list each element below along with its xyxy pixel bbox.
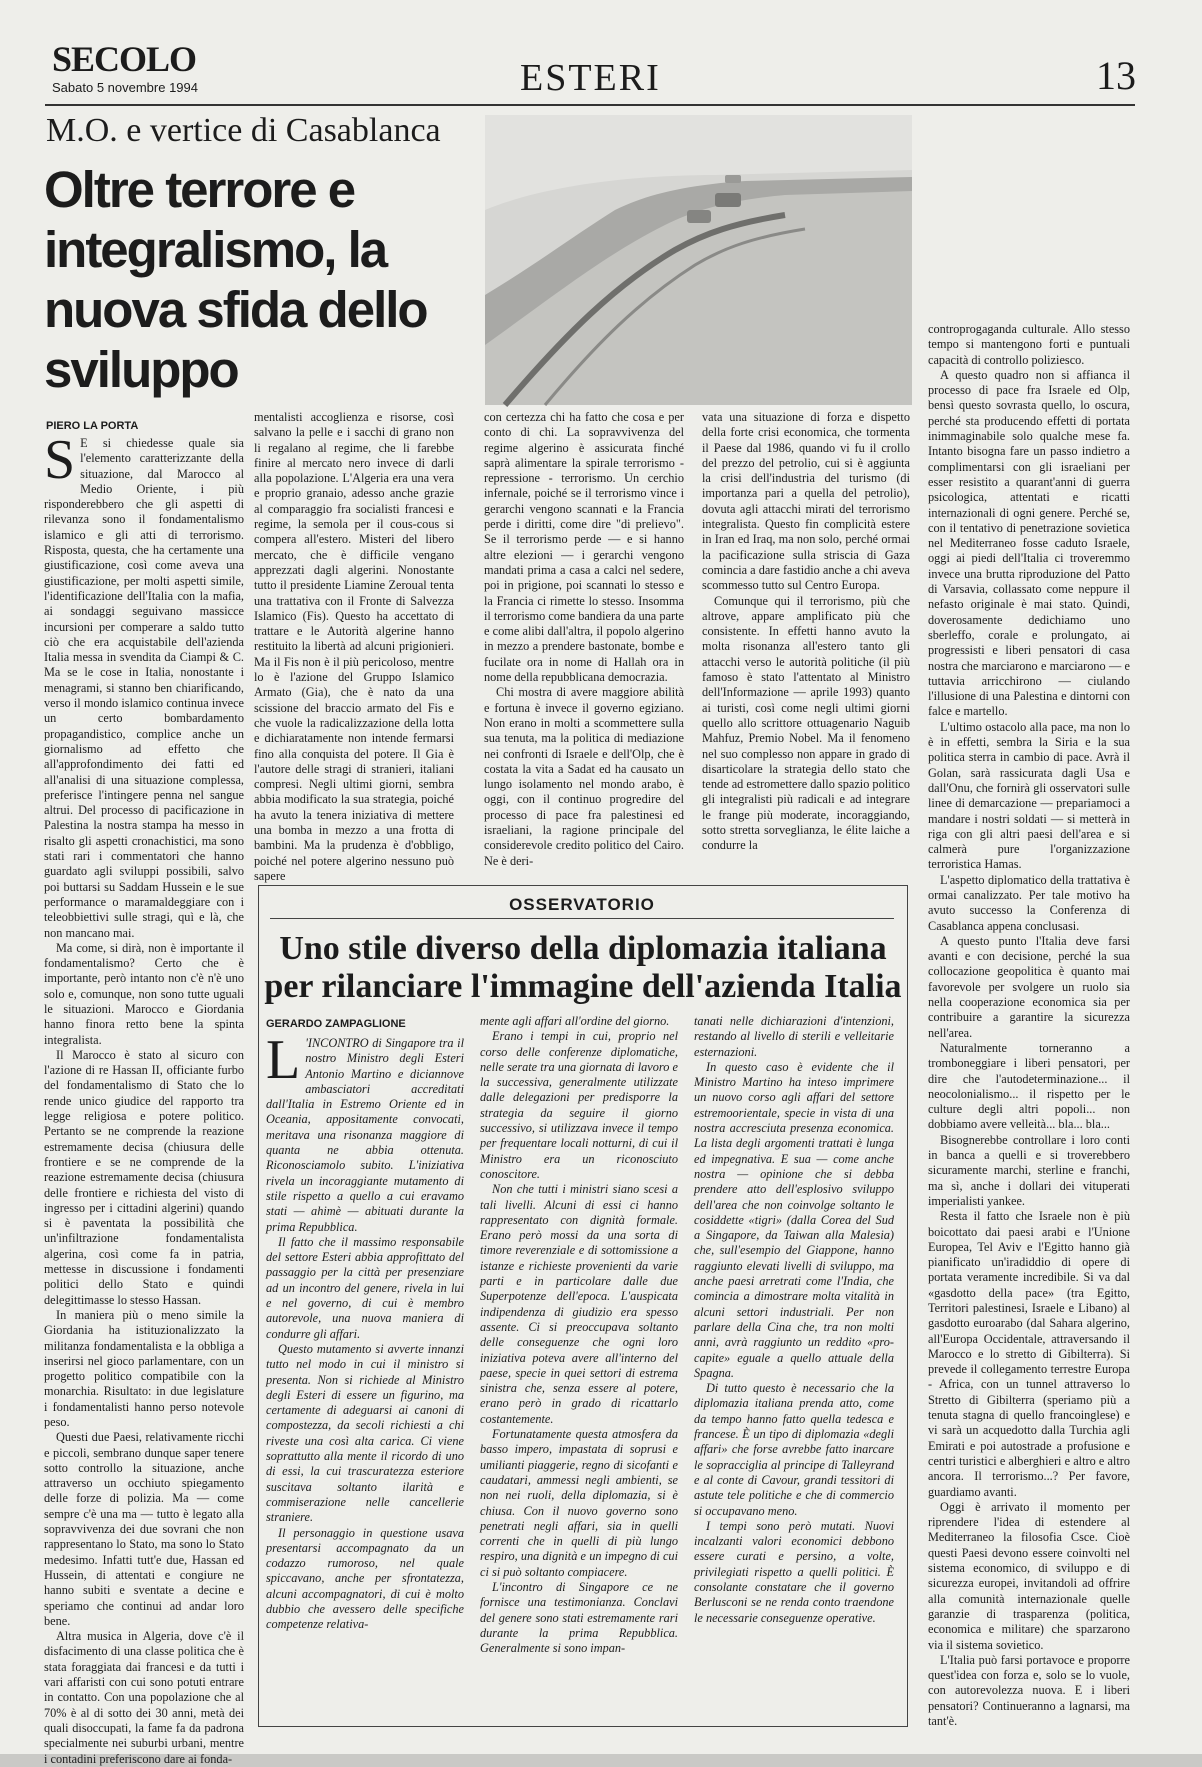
paragraph: Chi mostra di avere maggiore abilità e fortuna è invece il governo egiziano. Non erano in molti a scommettere sulla sua tenuta, ma la politica di mediazione nei confronti di Israele e dell'Olp, che è costata la vita a Sadat ed ha causato un lungo isolamento nel mondo arabo, è oggi, con il continuo progredire del processo di pace fra palestinesi ed israeliani, la ragione principale del considerevole credito politico del Cairo. Ne è deri- bbox=[484, 685, 684, 868]
article-column-4 bbox=[702, 410, 910, 870]
paragraph: I tempi sono però mutati. Nuovi incalzanti valori economici debbono essere curati e persino, a volte, privilegiati rispetto a quelli politici. È consolante constatare che il governo Berlusconi se ne renda conto traendone le necessarie conseguenze operative. bbox=[694, 1518, 894, 1625]
issue-date: Sabato 5 novembre 1994 bbox=[52, 80, 198, 95]
paragraph: 'INCONTRO di Singapore tra il nostro Ministro degli Esteri Antonio Martino e diciannove ambasciatori accreditati dall'Italia in Estremo Oriente ed in Oceania, appositamente convocati, meritava una risonanza maggiore di quanta ne abbia ottenuta. Riconosciamolo subito. L'iniziativa rivela un incoraggiante mutamento di stile rispetto a quello a cui eravamo stati — ahimè — abituati durante la prima Repubblica. bbox=[266, 1036, 464, 1234]
paragraph: Comunque qui il terrorismo, più che altrove, appare amplificato più che consistente. In effetti hanno avuto la molta risonanza all'estero tanto gli attacchi verso le autorità politiche (il più famoso è stato l'attentato al Ministro dell'Informazione — aprile 1993) quanto ai turisti, così come negli ultimi giorni quello allo scrittore ottuagenario Naguib Mahfuz, Premio Nobel. Ma il fenomeno nel suo complesso non appare in grado di disarticolare la strategia dello stato che tende ad estromettere dallo spazio politico gli integralisti più radicali e ad integrare le frange più moderate, incoraggiando, sotto stretta sorveglianza, le élite laiche a condurre la bbox=[702, 593, 910, 853]
article-column-2-text bbox=[254, 410, 454, 884]
paragraph: Naturalmente torneranno a tromboneggiare i liberi pensatori, per dire che l'autodeterminazione... il neocolonialismo... il rispetto per le culture degli altri popoli... non dobbiamo avere velleità... bla... bla... bbox=[928, 1040, 1130, 1132]
osservatorio-rule bbox=[270, 918, 894, 919]
paragraph: L'ultimo ostacolo alla pace, ma non lo è in effetti, sembra la Siria e la sua politica sterra in cambio di pace. Avrà il Golan, sarà rassicurata dagli Usa e dall'Onu, che fornirà gli osservatori sulle linee di demarcazione — prepariamoci a mandare i nostri soldati — si metterà in riga con gli altri paesi dell'area e si calmerà pure l'organizzazione terroristica Hamas. bbox=[928, 719, 1130, 872]
article-drop-cap: S bbox=[44, 429, 76, 491]
paragraph: vata una situazione di forza e dispetto della forte crisi economica, che tormenta il Paese dal 1986, quando vi fu il crollo del prezzo del petrolio, cui si è aggiunta la crisi dell'industria del turismo (di importanza pari a quella del petrolio), dovuta agli attacchi mirati del terrorismo integralista. Questo fin complicità estere in Iran ed Iraq, ma non solo, perché ormai la pacificazione sulla striscia di Gaza comincia a dare fastidio anche a chi aveva scommesso tutto sul Centro Europa. bbox=[702, 410, 910, 593]
osservatorio-column-1-text bbox=[266, 1029, 464, 1633]
paragraph: Resta il fatto che Israele non è più boicottato dai paesi arabi e l'Unione Europea, Tel Aviv e l'Egitto hanno già pianificato un'iradiddio di opere di portata veramente incredibile. Si va dal «gasdotto della pace» (tra Egitto, Territori palestinesi, Israele e Libano) al gasdotto euroarabo (dal Sahara algerino, all'Europa Occidentale, attraversando il Marocco e lo stretto di Gibilterra). Si prevede il collegamento terrestre Europa - Africa, con un tunnel attraverso lo Stretto di Gibilterra (speriamo più a tenuta stagna di quello francoinglese) e vi sarà un acquedotto dalla Turchia agli Emirati e poi autostrade a profusione e centri turistici e alberghieri e altro e altro ancora. Il terrorismo...? Per favore, guardiamo avanti. bbox=[928, 1209, 1130, 1499]
article-column-5-text bbox=[928, 322, 1130, 1729]
osservatorio-column-2 bbox=[480, 1014, 678, 1716]
paragraph: Non che tutti i ministri siano scesi a tali livelli. Alcuni di essi ci hanno rappresentato con dignità formale. Erano però mossi da una sorta di timore reverenziale e di sottomissione a istanze e richieste provenienti da varie parti e in particolare dalle due Superpotenze dell'epoca. L'auspicata indipendenza di giudizio era spesso assente. Ci si preoccupava soltanto delle conseguenze che ogni loro iniziativa poteva avere all'interno del paese, specie in quei settori di estrema sinistra che, senza essere al potere, erano però in grado di ricattarlo costantemente. bbox=[480, 1182, 678, 1426]
page-number: 13 bbox=[1096, 53, 1136, 98]
article-photo bbox=[485, 115, 912, 405]
osservatorio-label: OSSERVATORIO bbox=[509, 895, 655, 914]
paragraph: Oggi è arrivato il momento per riprendere l'idea di estendere al Mediterraneo la filosofia Csce. Cioè questi Paesi devono essere coinvolti nel sistema economico, di sviluppo e di sicurezza europei, invitandoli ad offrire alla comunità internazionale quelle garanzie di trasparenza (politica, economica e militare) che sparzarono via il sistema sovietico. bbox=[928, 1499, 1130, 1652]
paragraph: mentalisti accoglienza e risorse, così salvano la pelle e i sacchi di grano non li regalano al regime, che li farebbe finire al mercato nero invece di darli alla popolazione. L'Algeria era una vera e proprio granaio, adesso anche grazie al comparaggio fra socialisti francesi e regime, la semola per il cous-cous si compera all'estero. Misteri del libero mercato, che è difficile vengano apprezzati dagli algerini. Nonostante tutto il presidente Liamine Zeroual tenta una trattativa con il Fronte di Salvezza Islamico (Fis). Questo ha accettato di trattare e le Autorità algerine hanno restituito la libertà ad alcuni prigionieri. Ma il Fis non è il più pericoloso, mentre lo è l'azione del Gruppo Islamico Armato (Gia), che è nato da una scissione del braccio armato del Fis e che vuole la radicalizzazione della lotta e dichiaratamente non intende fermarsi fino alla conquista del potere. Il Gia è l'autore delle stragi di stranieri, italiani compresi. Negli ultimi giorni, sembra abbia modificato la sua strategia, poiché ha avuto la tenera iniziativa di mettere una bomba in mezzo a una frotta di bambini. Ma la prudenza è d'obbligo, poiché nel potere algerino nessuno può sapere bbox=[254, 410, 454, 883]
paragraph: Bisognerebbe controllare i loro conti in banca a quelli e si troverebbero sicuramente marchi, sterline e franchi, ma sì, anche i dollari dei vituperati imperialisti yankee. bbox=[928, 1132, 1130, 1208]
article-column-3-text bbox=[484, 410, 684, 869]
paragraph: In maniera più o meno simile la Giordania ha istituzionalizzato la militanza fondamentalista e la obbliga a inserirsi nel gioco parlamentare, con un progetto politico compatibile con la monarchia. Risultato: in due legislature i fondamentalisti hanno perso notevole peso. bbox=[44, 1307, 244, 1429]
paragraph: A questo quadro non si affianca il processo di pace fra Israele ed Olp, bensì questo sovrasta quello, lo oscura, perché sta producendo effetti di portata inimmaginabile solo qualche mese fa. Intanto bisogna fare un passo indietro a complimentarsi con gli israeliani per esser resistito a quarant'anni di guerra psicologica, attentati e ricatti internazionali di ogni genere. Perché se, con il tentativo di penetrazione sovietica nel Mediterraneo fosse caduto Israele, oggi ai piedi dell'Italia ci troveremmo invece una brutta riproduzione del Patto di Varsavia, collassato come neppure il nefasto originale è mai stato. Quindi, doverosamente dedichiamo uno sberleffo, corale e prolungato, ai progressisti e liberi pensatori di casa nostra che marciarono e marciarono — e tuttavia arricchirono — ciulando l'illusione di una Palestina e dintorni con falce e martello. bbox=[928, 367, 1130, 719]
article-kicker: M.O. e vertice di Casablanca bbox=[46, 112, 441, 149]
paragraph: tanati nelle dichiarazioni d'intenzioni, restando al livello di sterili e velleitarie esternazioni. bbox=[694, 1014, 894, 1059]
photo-road-image bbox=[485, 115, 912, 405]
article-column-4-text bbox=[702, 410, 910, 854]
paragraph: L'Italia può farsi portavoce e proporre quest'idea con forza e, solo se lo vuole, con autorevolezza nuova. E i liberi pensatori? Continueranno a lagnarsi, ma tant'è. bbox=[928, 1652, 1130, 1729]
osservatorio-column-3 bbox=[694, 1014, 894, 1716]
paragraph: Fortunatamente questa atmosfera da basso impero, impastata di soprusi e umilianti piaggerie, regno di sicofanti e caudatari, ammessi negli ambienti, se non nei ruoli, della diplomazia, si è chiusa. Con il nuovo governo sono penetrati negli affari, sia in quelli correnti che in quelli di più lungo respiro, una dignità e un impegno di cui ci si può soltanto compiacere. bbox=[480, 1427, 678, 1579]
osservatorio-title: Uno stile diverso della diplomazia italiana per rilanciare l'immagine dell'azienda Italia bbox=[264, 930, 902, 1005]
article-column-1 bbox=[44, 429, 244, 1766]
article-column-2 bbox=[254, 410, 454, 883]
osservatorio-column-3-text bbox=[694, 1014, 894, 1626]
paragraph: controprogaganda culturale. Allo stesso tempo si mantengono forti e puntuali capacità di controllo poliziesco. bbox=[928, 322, 1130, 367]
masthead-logo: SECOLO bbox=[52, 39, 197, 79]
paragraph: mente agli affari all'ordine del giorno. bbox=[480, 1014, 670, 1028]
paragraph: A questo punto l'Italia deve farsi avanti e con decisione, perché la sua collocazione geopolitica è quanto mai favorevole per svolgere un ruolo sia nella cooperazione economica sia per contribuire a garantire la sicurezza nell'area. bbox=[928, 933, 1130, 1040]
header-rule bbox=[45, 104, 1135, 106]
paragraph: con certezza chi ha fatto che cosa e per conto di chi. La sopravvivenza del regime algerino è assicurata finché saprà alimentare la spirale terrorismo - repressione - terrorismo. Un cerchio infernale, poiché se il terrorismo vince i gerarchi vengono scannati e la Francia perde i diritti, come dire "di prelievo". Se il terrorismo perde — e si hanno altre elezioni — i gerarchi vengono mandati prima a casa a calci nel sedere, poi in prigione, poi scannati lo stesso e la Francia ci rimette lo stesso. Insomma il terrorismo come bandiera da una parte e come alibi dall'altra, il popolo algerino in mezzo a prendere bastonate, bombe e fucilate ora in nome di Hallah ora in nome della repubblicana democrazia. bbox=[484, 410, 684, 685]
article-column-5 bbox=[928, 322, 1130, 1740]
paragraph: Il personaggio in questione usava presentarsi accompagnato da un codazzo rumoroso, nel quale spiccavano, anche per sfrontatezza, alcuni accompagnatori, di cui è molto dubbio che avessero delle specifiche competenze relativa- bbox=[266, 1525, 464, 1632]
osservatorio-drop-cap: L bbox=[266, 1029, 301, 1091]
paragraph: L'aspetto diplomatico della trattativa è ormai canalizzato. Per tale motivo ha avuto successo la Conferenza di Casablanca appena conclusasi. bbox=[928, 872, 1130, 933]
paragraph: Il Marocco è stato al sicuro con l'azione di re Hassan II, officiante furbo del fondamentalismo di Stato che lo rende unico giudice del rapporto tra legge religiosa e potere politico. Pertanto se ne comprende la reazione estremamente decisa (chiusura delle frontiere e se ne comprende de la reazione estremamente decisa (chiusura delle frontiere e richiesta del visto di ingresso per i cittadini algerini) quando si è paventata la possibilità che un'infiltrazione fondamentalista algerina, così come fa in patria, mettesse in discussione i fondamenti politici dello Stato e quindi delegittimasse lo stesso Hassan. bbox=[44, 1047, 244, 1307]
paragraph: E si chiedesse quale sia l'elemento caratterizzante della situazione, dal Marocco al Medio Oriente, i più risponderebbero che gli aspetti di rilevanza sono il fondamentalismo islamico e gli atti di terrorismo. Risposta, questa, che ha certamente una giustificazione, così come aveva una giustificazione, per molti aspetti simile, l'identificazione dell'Italia con la mafia, ai sondaggi seguivano massicce incursioni per comperare a saldo tutto ciò che era acquistabile dell'azienda Italia messa in svendita da Ciampi & C. Ma se le cose in Italia, nonostante i menagrami, si stanno ben chiarificando, verso il mondo islamico continua invece un certo bombardamento propagandistico, complice anche un giornalismo ad effetto che all'approfondimento dei fatti ed all'analisi di una situazione complessa, preferisce l'intingere penna nel sangue altrui. Del processo di pacificazione in Palestina la nostra stampa ha messo in risalto gli aspetti cronachistici, ma sono stati rari i commentatori che hanno guardato agli sviluppi possibili, salvo poi buttarsi su Saddam Hussein e le sue performance o maramaldeggiare con i teleobbiettivi sulle stragi, quì e là, che non mancano mai. bbox=[44, 436, 244, 940]
article-column-1-text bbox=[44, 429, 244, 1767]
osservatorio-column-1 bbox=[266, 1029, 464, 1716]
article-column-3 bbox=[484, 410, 684, 870]
section-title: ESTERI bbox=[520, 57, 661, 99]
paragraph: Erano i tempi in cui, proprio nel corso delle conferenze diplomatiche, nelle serate tra una giornata di lavoro e la successiva, generalmente utilizzate dalle delegazioni per predisporre la strategia da seguire il giorno successivo, si utilizzava invece il tempo per frequentare locali notturni, di cui il Ministro era un riconosciuto conoscitore. bbox=[480, 1029, 678, 1181]
paragraph: Di tutto questo è necessario che la diplomazia italiana prenda atto, come da tempo hanno fatto quella tedesca e francese. È un tipo di diplomazia «degli affari» che forse avrebbe fatto inarcare le sopracciglia al principe di Talleyrand e al conte di Cavour, grandi tessitori di astute tele politiche e che di commercio si occupavano meno. bbox=[694, 1381, 894, 1518]
osservatorio-column-2-text bbox=[480, 1014, 678, 1656]
osservatorio-byline: GERARDO ZAMPAGLIONE bbox=[266, 1018, 406, 1030]
paragraph: In questo caso è evidente che il Ministro Martino ha inteso imprimere un nuovo corso agli affari del settore estremoorientale, specie in vista di una nostra accresciuta presenza economica. La lista degli argomenti trattati è lunga ed impegnativa. E sua — come anche nostra — opinione che si debba prendere atto dell'esplosivo sviluppo dell'area che non coinvolge soltanto le cosiddette «tigri» (dalla Corea del Sud a Singapore, da Taiwan alla Malesia) che, sull'esempio del Giappone, hanno raggiunto elevati livelli di sviluppo, ma anche paesi arretrati come l'India, che comincia a dimostrare molta vitalità in alcuni settori industriali. Per non parlare della Cina che, tra non molti anni, avrà raggiunto un reddito «pro-capite» eguale a quello attuale della Spagna. bbox=[694, 1059, 894, 1380]
paragraph: Questi due Paesi, relativamente ricchi e piccoli, sembrano dunque saper tenere sotto controllo la situazione, anche attraverso un occhiuto spiegamento delle forze di polizia. Ma — come sempre c'è una ma — tutto è legato alla sopravvivenza dei due sovrani che non rappresentano lo Stato, ma sono lo Stato medesimo. Infatti tutt'e due, Hassan ed Hussein, di attentati e congiure ne hanno subiti e sventate a decine e speriamo che continui ad andar loro bene. bbox=[44, 1430, 244, 1628]
paragraph: Ma come, si dirà, non è importante il fondamentalismo? Certo che è importante, però intanto non c'è n'è uno solo e, comunque, non sono tutte uguali le situazioni. Marocco e Giordania hanno finora retto bene la spinta integralista. bbox=[44, 940, 244, 1047]
paragraph: L'incontro di Singapore ce ne fornisce una testimonianza. Conclavi del genere sono stati estremamente rari durante la prima Repubblica. Generalmente si sono impan- bbox=[480, 1579, 678, 1656]
paragraph: Il fatto che il massimo responsabile del settore Esteri abbia approfittato del passaggio per la città per presenziare ad un incontro del genere, rivela in lui e nel governo, di cui è membro autorevole, una nuova maniera di condurre gli affari. bbox=[266, 1234, 464, 1341]
paragraph: Questo mutamento si avverte innanzi tutto nel modo in cui il ministro si presenta. Non si richiede al Ministro degli Esteri di essere un figurino, ma certamente di adeguarsi ai canoni di compostezza, da secoli richiesti a chi riveste una così alta carica. Ci viene soprattutto alla mente il ricordo di uno di essi, la cui trascuratezza esteriore suscitava soltanto ilarità e commiserazione nelle cancellerie straniere. bbox=[266, 1341, 464, 1525]
paragraph: Altra musica in Algeria, dove c'è il disfacimento di una classe politica che è stata foraggiata dai francesi e da tutti i vari affaristi con cui sono potuti entrare in contatto. Con una popolazione che al 70% è al di sotto dei 30 anni, metà dei quali disoccupati, la fame fa da padrona specialmente nei suburbi urbani, mentre i contadini preferiscono dare ai fonda- bbox=[44, 1629, 244, 1766]
article-byline: PIERO LA PORTA bbox=[46, 420, 139, 432]
article-headline: Oltre terrore e integralismo, la nuova sfida dello sviluppo bbox=[44, 161, 427, 398]
